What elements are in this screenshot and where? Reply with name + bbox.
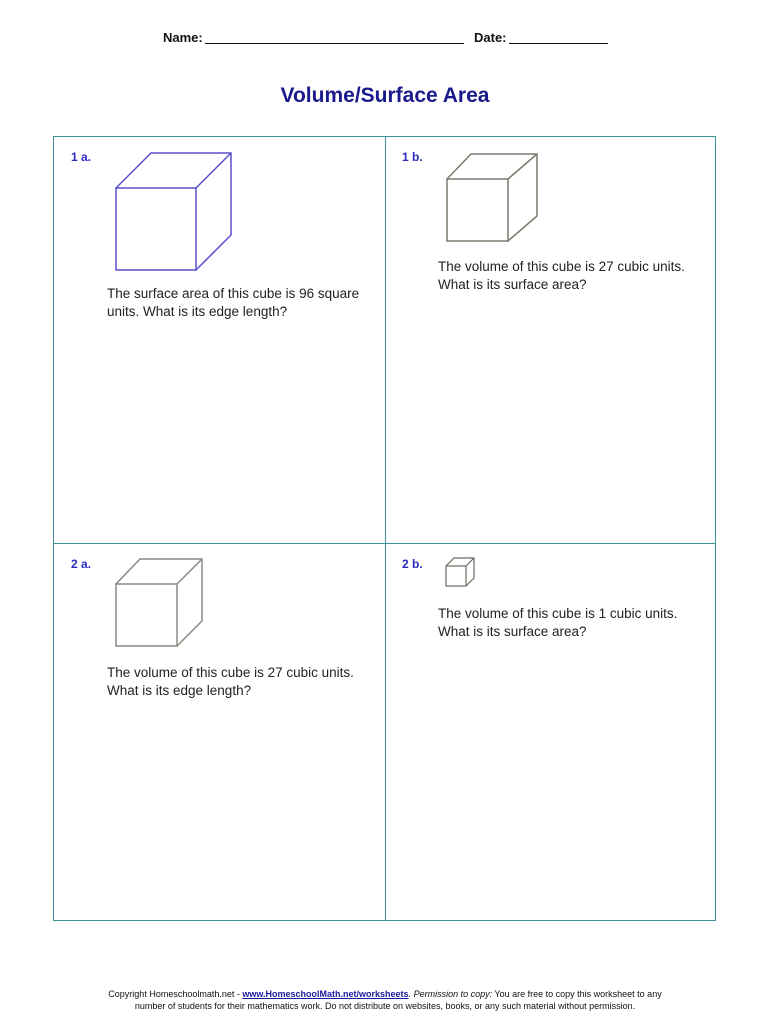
problem-2a-label: 2 a. (71, 557, 92, 571)
problem-2b-line1: The volume of this cube is 1 cubic units. (438, 606, 678, 621)
grid-divider-horizontal (54, 543, 715, 544)
problem-1b-text (438, 258, 685, 294)
problem-1a-cube-icon (114, 151, 234, 273)
problem-2b-line2: What is its surface area? (438, 624, 587, 639)
date-label: Date: (474, 30, 507, 45)
grid-divider-vertical (385, 137, 386, 920)
footer-copyright: Copyright Homeschoolmath.net - (108, 989, 243, 999)
problem-2b-cube-icon (445, 557, 477, 589)
problem-grid (53, 136, 716, 921)
footer-permission-label: . Permission to copy: (408, 989, 493, 999)
header (0, 28, 770, 48)
problem-1a-line1: The surface area of this cube is 96 square (107, 286, 360, 301)
problem-2b-text (438, 605, 677, 641)
problem-1b-line1: The volume of this cube is 27 cubic units. (438, 259, 685, 274)
problem-2a-cube-icon (114, 557, 206, 649)
problem-1b-line2: What is its surface area? (438, 277, 587, 292)
footer (0, 988, 770, 1012)
problem-2a-line2: What is its edge length? (107, 683, 252, 698)
problem-1b-label: 1 b. (402, 150, 423, 164)
date-field[interactable] (509, 43, 608, 44)
problem-1a-text (107, 285, 359, 321)
problem-2a-text (107, 664, 354, 700)
problem-1a-line2: units. What is its edge length? (107, 304, 288, 319)
name-field[interactable] (205, 43, 464, 44)
problem-2b-label: 2 b. (402, 557, 423, 571)
footer-line1 (0, 988, 770, 1000)
page-title: Volume/Surface Area (280, 84, 490, 107)
problem-1b-cube-icon (445, 152, 541, 244)
footer-permission-text: You are free to copy this worksheet to any (492, 989, 662, 999)
problem-1a-label: 1 a. (71, 150, 92, 164)
footer-line2: number of students for their mathematics work. Do not distribute on websites, books, or any such material without permission. (134, 1001, 636, 1011)
footer-link[interactable]: www.HomeschoolMath.net/worksheets (242, 989, 409, 999)
problem-2a-line1: The volume of this cube is 27 cubic units. (107, 665, 354, 680)
name-label: Name: (163, 30, 203, 45)
